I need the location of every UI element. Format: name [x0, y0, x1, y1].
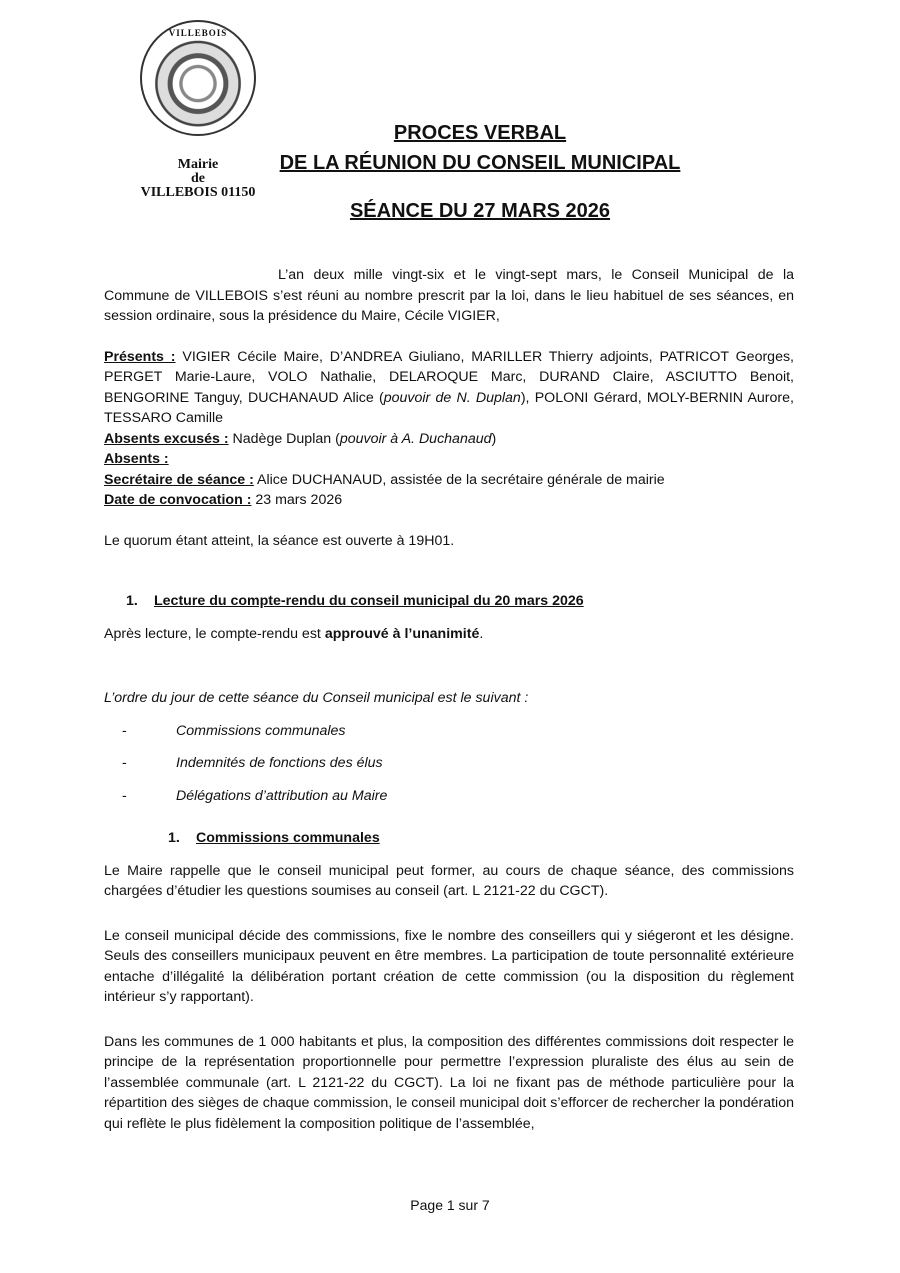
agenda-item: [104, 753, 794, 774]
mairie-line-2: de: [191, 171, 205, 186]
mairie-line-3: VILLEBOIS 01150: [140, 185, 256, 200]
secretary-value: Alice DUCHANAUD, assistée de la secrétaire générale de mairie: [253, 471, 665, 488]
bullet-dash: -: [122, 722, 127, 739]
section-reading-number: 1.: [126, 593, 138, 609]
presents-list-2: ), POLONI Gérard, MOLY-BERNIN Aurore, TESSARO Camille: [104, 389, 794, 426]
excused-proxy: pouvoir à A. Duchanaud: [339, 430, 492, 447]
reading-period: .: [479, 625, 484, 642]
seal-text: VILLEBOIS: [168, 28, 228, 38]
page-footer: [0, 1197, 900, 1213]
presents-paragraph: [104, 347, 794, 429]
title-seance-date: SÉANCE DU 27 MARS 2026: [349, 200, 611, 222]
convocation-label: Date de convocation :: [104, 492, 252, 508]
reading-text: Après lecture, le compte-rendu est: [104, 625, 325, 642]
agenda-item-label: Commissions communales: [176, 722, 346, 739]
bullet-dash: -: [122, 787, 127, 804]
title-reunion: DE LA RÉUNION DU CONSEIL MUNICIPAL: [279, 152, 681, 174]
commissions-paragraph-1: Le Maire rappelle que le conseil municipal peut former, au cours de chaque séance, des commissions chargées d’étudier les questions soumises au conseil (art. L 2121-22 du CGCT).: [104, 862, 794, 899]
excused-line: [104, 429, 794, 450]
bullet-dash: -: [122, 755, 127, 771]
letterhead: [128, 20, 268, 200]
section-commissions-number: 1.: [168, 830, 180, 846]
presents-label: Présents :: [104, 348, 176, 365]
section-commissions-title: Commissions communales: [196, 830, 380, 846]
absents-line: [104, 449, 794, 470]
mairie-line-1: Mairie: [177, 157, 219, 172]
document-title: [270, 118, 690, 226]
agenda-intro: L’ordre du jour de cette séance du Conseil municipal est le suivant :: [104, 690, 529, 706]
secretary-label: Secrétaire de séance :: [104, 471, 254, 488]
presents-proxy: pouvoir de N. Duplan: [383, 389, 521, 406]
excused-value: Nadège Duplan (: [228, 430, 340, 447]
section-reading-title: Lecture du compte-rendu du conseil municipal du 20 mars 2026: [154, 593, 584, 609]
reading-result: [104, 624, 794, 645]
title-proces-verbal: PROCES VERBAL: [393, 122, 567, 144]
municipal-seal-logo: [140, 20, 256, 136]
commissions-paragraph-2: Le conseil municipal décide des commissions, fixe le nombre des conseillers qui y siégeront et les désigne. Seuls des conseillers municipaux peuvent en être membres. La participation de toute personnalité extérieure entache d’illégalité la délibération portant création de cette commission (ou la disposition du règlement intérieur s’y rapportant).: [104, 927, 794, 1005]
agenda-item: [104, 786, 794, 807]
document-body: [104, 265, 794, 1134]
excused-label: Absents excusés :: [104, 430, 229, 447]
presents-list-1: VIGIER Cécile Maire, D’ANDREA Giuliano, MARILLER Thierry adjoints, PATRICOT Georges, PERGET Marie-Laure, VOLO Nathalie, DELAROQUE Marc, DURAND Claire, ASCIUTTO Benoit, BENGORINE Tanguy, DUCHANAUD Alice (: [104, 348, 794, 406]
absents-label: Absents :: [104, 451, 169, 467]
excused-close: ): [491, 430, 497, 447]
intro-paragraph: L’an deux mille vingt-six et le vingt-sept mars, le Conseil Municipal de la Commune de VILLEBOIS s’est réuni au nombre prescrit par la loi, dans le lieu habituel de ses séances, en session ordinaire, sous la présidence du Maire, Cécile VIGIER,: [104, 267, 794, 324]
section-commissions-heading: [104, 828, 794, 849]
commissions-paragraph-3: Dans les communes de 1 000 habitants et plus, la composition des différentes commissions doit respecter le principe de la représentation proportionnelle pour permettre l’expression pluraliste des élus au sein de l’assemblée communale (art. L 2121-22 du CGCT). La loi ne fixant pas de méthode particulière pour la répartition des sièges de chaque commission, le conseil municipal doit s’efforcer de rechercher la pondération qui reflète le plus fidèlement la composition politique de l’assemblée,: [104, 1033, 794, 1132]
mairie-address: [128, 158, 268, 200]
agenda-list: [104, 721, 794, 807]
convocation-value: 23 mars 2026: [251, 492, 343, 508]
secretary-line: [104, 470, 794, 491]
reading-approved: approuvé à l’unanimité: [324, 625, 480, 642]
quorum-line: Le quorum étant atteint, la séance est ouverte à 19H01.: [104, 532, 455, 549]
agenda-item-label: Délégations d’attribution au Maire: [176, 787, 388, 804]
section-reading-heading: [104, 591, 794, 612]
agenda-item: [104, 721, 794, 742]
convocation-line: [104, 490, 794, 511]
page-number: Page 1 sur 7: [410, 1197, 490, 1213]
agenda-item-label: Indemnités de fonctions des élus: [176, 755, 383, 771]
